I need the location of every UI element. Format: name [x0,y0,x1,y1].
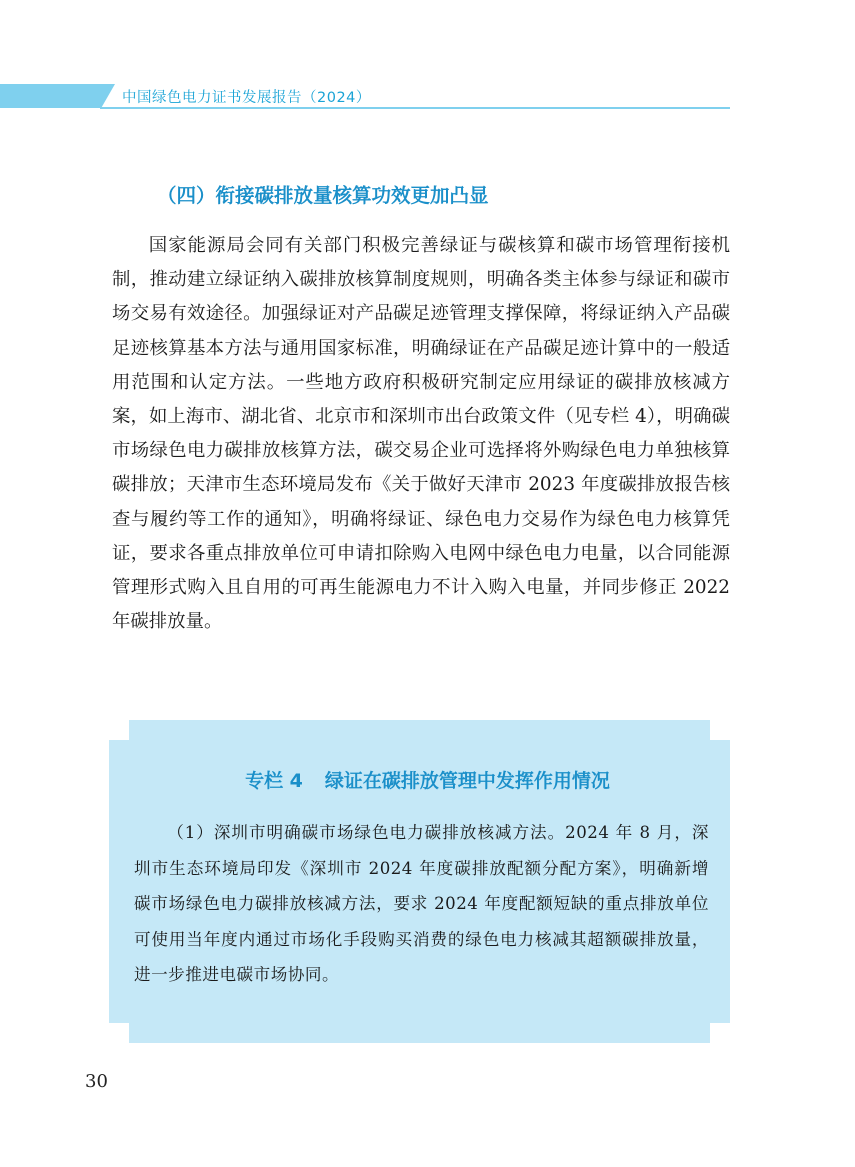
sidebar-box-title [0,766,855,793]
section-paragraph: 国家能源局会同有关部门积极完善绿证与碳核算和碳市场管理衔接机制，推动建立绿证纳入碳排放核算制度规则，明确各类主体参与绿证和碳市场交易有效途径。加强绿证对产品碳足迹管理支撑保障，将绿证纳入产品碳足迹核算基本方法与通用国家标准，明确绿证在产品碳足迹计算中的一般适用范围和认定方法。一些地方政府积极研究制定应用绿证的碳排放核减方案，如上海市、湖北省、北京市和深圳市出台政策文件（见专栏 4），明确碳市场绿色电力碳排放核算方法，碳交易企业可选择将外购绿色电力单独核算碳排放；天津市生态环境局发布《关于做好天津市 2023 年度碳排放报告核查与履约等工作的通知》，明确将绿证、绿色电力交易作为绿色电力核算凭证，要求各重点排放单位可申请扣除购入电网中绿色电力电量，以合同能源管理形式购入且自用的可再生能源电力不计入购入电量，并同步修正 2022 年碳排放量。 [112,235,730,633]
header-accent-band [0,84,115,108]
running-header-title: 中国绿色电力证书发展报告（2024） [122,90,371,106]
sidebar-box-paragraph: （1）深圳市明确碳市场绿色电力碳排放核减方法。2024 年 8 月，深圳市生态环境局印发《深圳市 2024 年度碳排放配额分配方案》，明确新增碳市场绿色电力碳排放核减方法，要求 2024 年度配额短缺的重点排放单位可使用当年度内通过市场化手段购买消费的绿色电力核减其超额碳排放量，进一步推进电碳市场协同。 [134,823,709,984]
section-heading: （四）衔接碳排放量核算功效更加凸显 [157,184,489,207]
page-number: 30 [85,1071,108,1092]
header-rule [100,107,730,109]
sidebar-box-label: 专栏 4 [245,770,303,792]
sidebar-box-heading: 绿证在碳排放管理中发挥作用情况 [324,770,610,792]
